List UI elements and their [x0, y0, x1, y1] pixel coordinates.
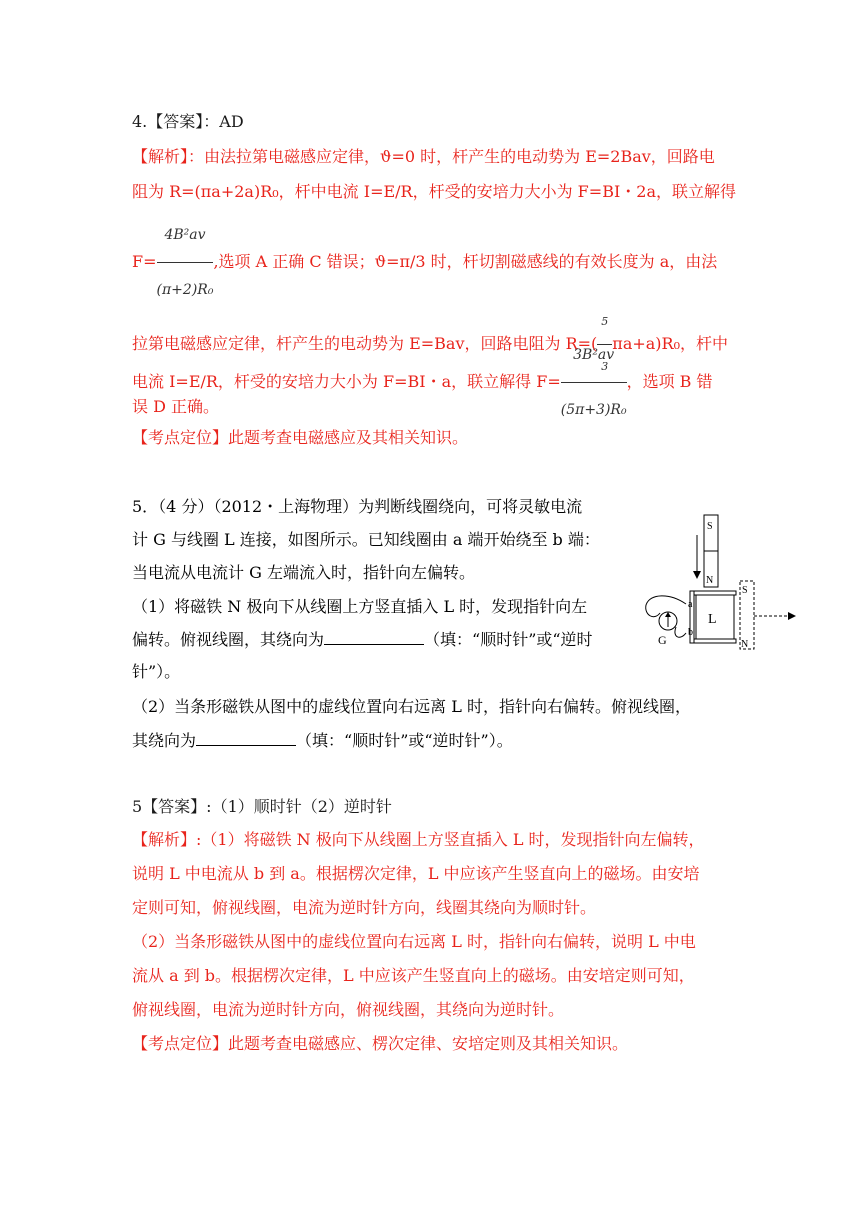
q5-stem-line2: 计 G 与线圈 L 连接，如图所示。已知线圈由 a 端开始绕至 b 端： — [132, 530, 600, 549]
q4-fraction-force-2 — [561, 330, 627, 435]
q5-line8-prefix: 其绕向为 — [132, 731, 197, 750]
q5-answer: 5【答案】:（1）顺时针（2）逆时针 — [132, 797, 392, 816]
q5-analysis-line3: 定则可知，俯视线圈，电流为逆时针方向，线圈其绕向为顺时针。 — [132, 898, 597, 917]
q4-line5-prefix: 电流 I=E/R，杆受的安培力大小为 F=BI・a，联立解得 F= — [132, 372, 561, 391]
dashed-n-label: N — [741, 639, 749, 650]
q4-analysis-line3 — [132, 210, 717, 315]
q5-analysis-line2: 说明 L 中电流从 b 到 a。根据楞次定律，L 中应该产生竖直向上的磁场。由安培 — [132, 864, 700, 883]
q5-stem-line8 — [132, 731, 513, 751]
galvanometer-g-label: G — [658, 633, 667, 647]
q5-line5-suffix: （填：“顺时针”或“逆时 — [424, 630, 593, 649]
coil-diagram — [640, 513, 800, 653]
q4-formula-prefix: F= — [132, 252, 157, 271]
fraction-denominator: 3 — [601, 360, 609, 373]
q5-analysis-line4: （2）当条形磁铁从图中的虚线位置向右远离 L 时，指针向右偏转，说明 L 中电 — [132, 932, 696, 951]
magnet-n-label: N — [706, 575, 714, 586]
q4-analysis-line6: 误 D 正确。 — [132, 397, 220, 416]
q4-line4-suffix: πa+a)R₀，杆中 — [612, 334, 729, 353]
q5-analysis-line6: 俯视线圈，电流为逆时针方向，俯视线圈，其绕向为逆时针。 — [132, 1000, 565, 1019]
q5-stem-line3: 当电流从电流计 G 左端流入时，指针向左偏转。 — [132, 563, 475, 582]
q4-kaodian: 【考点定位】此题考查电磁感应及其相关知识。 — [132, 428, 469, 447]
fraction-numerator: 4B²av — [157, 210, 214, 263]
coil-bottom-flange — [694, 639, 736, 643]
down-arrow-head-icon — [693, 571, 701, 579]
fraction-numerator: 5 — [597, 302, 612, 345]
fraction-denominator: (5π+3)R₀ — [560, 402, 627, 418]
q5-stem-line1: 5．（4 分）（2012・上海物理）为判断线圈绕向，可将灵敏电流 — [132, 497, 583, 516]
fraction-numerator: 3B²av — [561, 330, 627, 383]
q5-kaodian: 【考点定位】此题考查电磁感应、楞次定律、安培定则及其相关知识。 — [132, 1034, 629, 1053]
answer-blank-1 — [324, 630, 424, 645]
q5-stem-line7: （2）当条形磁铁从图中的虚线位置向右远离 L 时，指针向右偏转。俯视线圈， — [132, 697, 691, 716]
coil-figure — [640, 513, 800, 653]
q4-analysis-line1: 【解析】：由法拉第电磁感应定律，ϑ=0 时，杆产生的电动势为 E=2Bav，回路电 — [132, 147, 715, 166]
coil-end-b: b — [688, 627, 693, 638]
q5-line8-suffix: （填：“顺时针”或“逆时针”）。 — [296, 731, 513, 750]
coil-end-a: a — [688, 599, 693, 610]
q4-line5-suffix: ，选项 B 错 — [626, 372, 713, 391]
answer-blank-2 — [196, 731, 296, 746]
q5-stem-line4: （1）将磁铁 N 极向下从线圈上方竖直插入 L 时，发现指针向左 — [132, 597, 588, 616]
q4-analysis-line2: 阻为 R=(πa+2a)R₀，杆中电流 I=E/R，杆受的安培力大小为 F=BI・2a，联立解得 — [132, 182, 736, 201]
q5-stem-line5 — [132, 630, 593, 650]
right-arrow-head-icon — [788, 612, 796, 620]
dashed-s-label: S — [742, 585, 748, 596]
q4-analysis-line5 — [132, 330, 713, 435]
q4-fraction-force-1 — [157, 210, 214, 315]
fraction-denominator: (π+2)R₀ — [156, 282, 214, 298]
q5-line5-prefix: 偏转。俯视线圈，其绕向为 — [132, 630, 325, 649]
magnet-s-label: S — [707, 521, 713, 532]
q5-analysis-line1: 【解析】:（1）将磁铁 N 极向下从线圈上方竖直插入 L 时，发现指针向左偏转， — [132, 830, 705, 849]
wire-right — [675, 627, 686, 637]
q4-line3-suffix: ,选项 A 正确 C 错误；ϑ=π/3 时，杆切割磁感线的有效长度为 a，由法 — [213, 252, 718, 271]
coil-top-flange — [694, 591, 736, 595]
q5-stem-line6: 针”）。 — [132, 662, 181, 681]
q4-answer: 4.【答案】：AD — [132, 112, 244, 131]
q4-line4-prefix: 拉第电磁感应定律，杆产生的电动势为 E=Bav，回路电阻为 R=( — [132, 334, 598, 353]
coil-l-label: L — [708, 612, 717, 627]
q5-analysis-line5: 流从 a 到 b。根据楞次定律，L 中应该产生竖直向上的磁场。由安培定则可知， — [132, 966, 695, 985]
